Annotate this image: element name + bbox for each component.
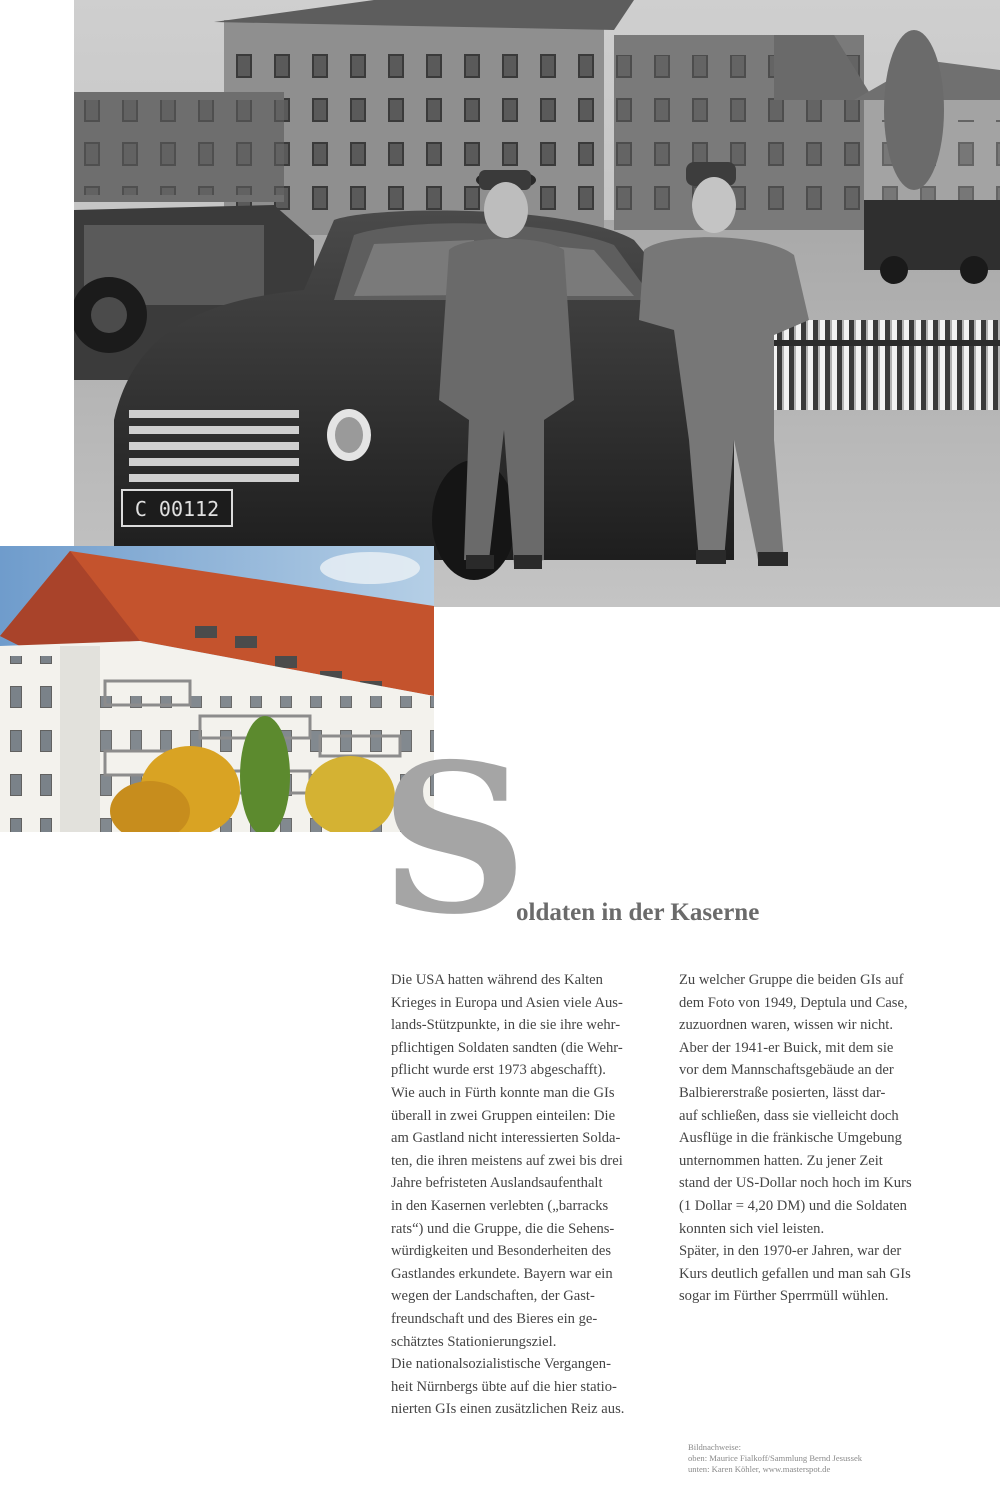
text-line: konnten sich viel leisten. bbox=[679, 1220, 825, 1237]
text-line: sogar im Fürther Sperrmüll wühlen. bbox=[679, 1288, 889, 1305]
credits-top-photo: oben: Maurice Fialkoff/Sammlung Bernd Jesussek bbox=[688, 1453, 863, 1463]
text-line: Gastlandes erkundete. Bayern war ein bbox=[391, 1265, 613, 1282]
text-line: stand der US-Dollar noch hoch im Kurs bbox=[679, 1175, 912, 1192]
text-line: am Gastland nicht interessierten Solda- bbox=[391, 1130, 621, 1147]
text-line: Kurs deutlich gefallen und man sah GIs bbox=[679, 1265, 911, 1282]
text-line: Ausflüge in die fränkische Umgebung bbox=[679, 1130, 902, 1147]
modern-photo-renovated-building bbox=[0, 546, 434, 832]
text-line: zuzuordnen waren, wissen wir nicht. bbox=[679, 1017, 893, 1034]
text-line: Jahre befristeten Auslandsaufenthalt bbox=[391, 1175, 603, 1192]
text-line: pflicht wurde erst 1973 abgeschafft). bbox=[391, 1062, 606, 1079]
license-plate-text: C 00112 bbox=[134, 497, 220, 521]
text-column-right bbox=[679, 969, 939, 1308]
text-line: heit Nürnbergs übte auf die hier statio- bbox=[391, 1378, 617, 1395]
text-column-left bbox=[391, 969, 651, 1421]
text-line: in den Kasernen verlebten („barracks bbox=[391, 1197, 609, 1214]
historic-photo-soldiers-with-car bbox=[74, 0, 1000, 607]
text-line: Die USA hatten während des Kalten bbox=[391, 972, 603, 988]
text-line: Die nationalsozialistische Vergangen- bbox=[391, 1356, 611, 1373]
text-line: freundschaft und des Bieres ein ge- bbox=[391, 1310, 598, 1327]
credits-bottom-photo: unten: Karen Köhler, www.masterspot.de bbox=[688, 1464, 831, 1474]
text-line: pflichtigen Soldaten sandten (die Wehr- bbox=[391, 1039, 623, 1056]
text-line: schätztes Stationierungsziel. bbox=[391, 1333, 557, 1350]
credits-title: Bildnachweise: bbox=[688, 1442, 741, 1452]
text-line: unternommen hatten. Zu jener Zeit bbox=[679, 1152, 883, 1169]
text-line: Balbiererstraße posierten, lässt dar- bbox=[679, 1084, 886, 1101]
text-line: Aber der 1941-er Buick, mit dem sie bbox=[679, 1039, 894, 1056]
text-line: vor dem Mannschaftsgebäude an der bbox=[679, 1062, 894, 1079]
text-line: ten, die ihren meistens auf zwei bis drei bbox=[391, 1152, 623, 1169]
text-line: auf schließen, dass sie vielleicht doch bbox=[679, 1107, 899, 1124]
text-line: nierten GIs einen zusätzlichen Reiz aus. bbox=[391, 1401, 625, 1418]
text-line: Krieges in Europa und Asien viele Aus- bbox=[391, 994, 623, 1011]
text-line: (1 Dollar = 4,20 DM) und die Soldaten bbox=[679, 1197, 907, 1214]
heading-initial: S bbox=[380, 720, 529, 960]
text-line: überall in zwei Gruppen einteilen: Die bbox=[391, 1107, 616, 1124]
text-line: Zu welcher Gruppe die beiden GIs auf bbox=[679, 972, 904, 988]
page-title: oldaten in der Kaserne bbox=[516, 899, 760, 926]
image-credits bbox=[688, 1442, 862, 1475]
text-line: lands-Stützpunkte, in die sie ihre wehr- bbox=[391, 1017, 621, 1034]
text-line: rats“) und die Gruppe, die die Sehens- bbox=[391, 1220, 615, 1237]
text-line: Später, in den 1970-er Jahren, war der bbox=[679, 1243, 902, 1260]
text-line: dem Foto von 1949, Deptula und Case, bbox=[679, 994, 908, 1011]
text-line: Wie auch in Fürth konnte man die GIs bbox=[391, 1084, 615, 1101]
text-line: würdigkeiten und Besonderheiten des bbox=[391, 1243, 612, 1260]
text-line: wegen der Landschaften, der Gast- bbox=[391, 1288, 595, 1305]
